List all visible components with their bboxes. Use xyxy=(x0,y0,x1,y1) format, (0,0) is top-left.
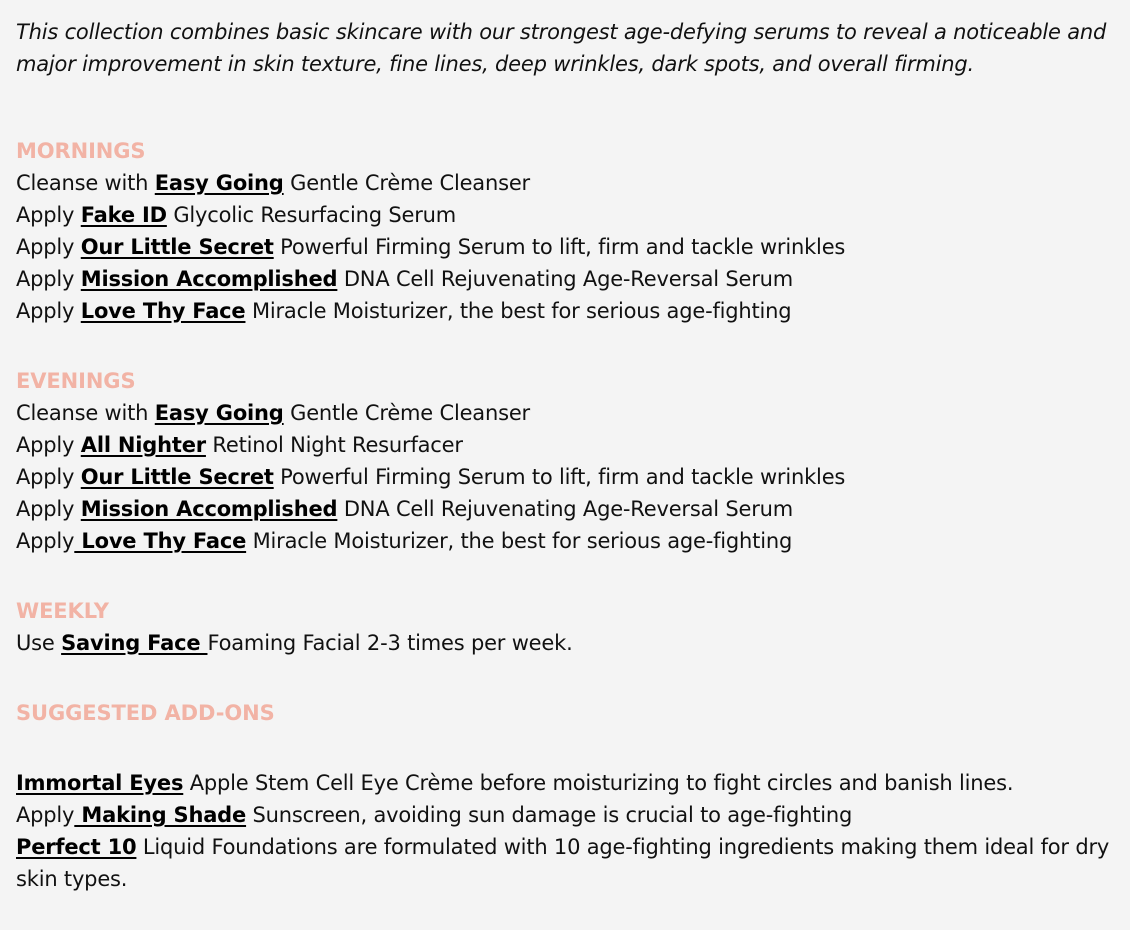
routine-step: Apply Our Little Secret Powerful Firming Serum to lift, firm and tackle wrinkles xyxy=(16,235,846,259)
product-link-all-nighter[interactable]: All Nighter xyxy=(80,433,206,457)
product-link-our-little-secret[interactable]: Our Little Secret xyxy=(80,235,274,259)
routine-step: Apply All Nighter Retinol Night Resurfacer xyxy=(16,433,463,457)
weekly-list xyxy=(16,627,1114,659)
routine-step: Apply Love Thy Face Miracle Moisturizer, the best for serious age-fighting xyxy=(16,299,792,323)
addons-list xyxy=(16,767,1114,895)
product-link-perfect-10[interactable]: Perfect 10 xyxy=(16,835,137,859)
evenings-list xyxy=(16,397,1114,557)
product-link-easy-going[interactable]: Easy Going xyxy=(154,171,284,195)
routine-step: Apply Love Thy Face Miracle Moisturizer, the best for serious age-fighting xyxy=(16,529,793,553)
product-link-saving-face[interactable]: Saving Face xyxy=(61,631,208,655)
product-link-making-shade[interactable]: Making Shade xyxy=(74,803,247,827)
evenings-heading: EVENINGS xyxy=(16,369,136,393)
routine-step: Cleanse with Easy Going Gentle Crème Cleanser xyxy=(16,401,530,425)
product-link-immortal-eyes[interactable]: Immortal Eyes xyxy=(16,771,184,795)
product-link-our-little-secret[interactable]: Our Little Secret xyxy=(80,465,274,489)
product-link-fake-id[interactable]: Fake ID xyxy=(80,203,167,227)
product-link-mission-accomplished[interactable]: Mission Accomplished xyxy=(80,267,338,291)
routine-step: Apply Our Little Secret Powerful Firming Serum to lift, firm and tackle wrinkles xyxy=(16,465,846,489)
collection-intro: This collection combines basic skincare with our strongest age-defying serums to reveal a noticeable and major improvement in skin texture, fine lines, deep wrinkles, dark spots, and overall firming. xyxy=(16,20,1107,76)
suggested-addons-heading: SUGGESTED ADD-ONS xyxy=(16,701,275,725)
addon-item: Perfect 10 Liquid Foundations are formulated with 10 age-fighting ingredients making them ideal for dry skin types. xyxy=(16,835,1110,891)
weekly-heading: WEEKLY xyxy=(16,599,109,623)
product-link-mission-accomplished[interactable]: Mission Accomplished xyxy=(80,497,338,521)
product-link-love-thy-face[interactable]: Love Thy Face xyxy=(80,299,246,323)
routine-step: Cleanse with Easy Going Gentle Crème Cleanser xyxy=(16,171,530,195)
routine-step: Apply Fake ID Glycolic Resurfacing Serum xyxy=(16,203,457,227)
routine-step: Use Saving Face Foaming Facial 2-3 times per week. xyxy=(16,631,573,655)
mornings-list xyxy=(16,167,1114,327)
addon-item: Apply Making Shade Sunscreen, avoiding sun damage is crucial to age-fighting xyxy=(16,803,853,827)
addon-item: Immortal Eyes Apple Stem Cell Eye Crème before moisturizing to fight circles and banish lines. xyxy=(16,771,1014,795)
mornings-heading: MORNINGS xyxy=(16,139,146,163)
product-link-love-thy-face[interactable]: Love Thy Face xyxy=(74,529,247,553)
routine-step: Apply Mission Accomplished DNA Cell Rejuvenating Age-Reversal Serum xyxy=(16,267,794,291)
routine-step: Apply Mission Accomplished DNA Cell Rejuvenating Age-Reversal Serum xyxy=(16,497,794,521)
product-link-easy-going[interactable]: Easy Going xyxy=(154,401,284,425)
